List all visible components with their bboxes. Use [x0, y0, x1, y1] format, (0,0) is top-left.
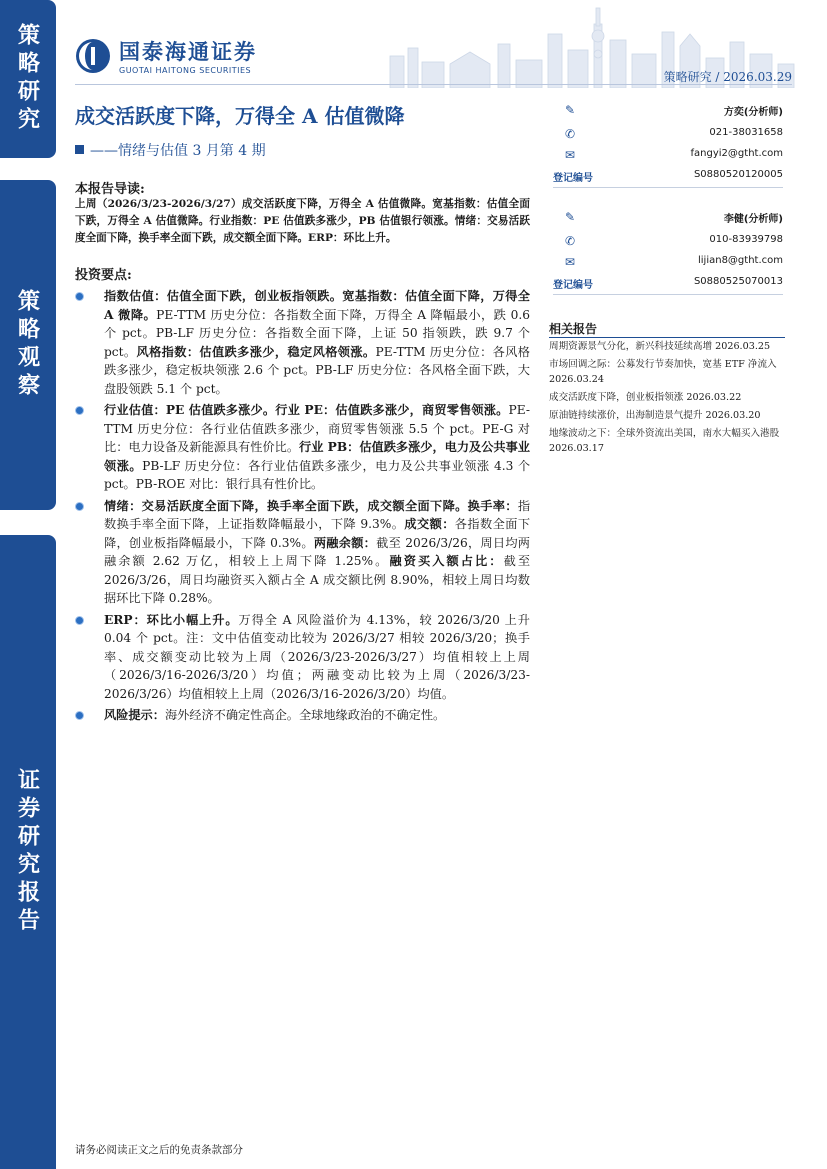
registration-number: S0880520120005 [693, 169, 783, 180]
related-reports-list [549, 340, 785, 460]
guide-heading: 本报告导读: [75, 182, 145, 197]
invest-bullet [72, 287, 530, 398]
mail-icon: ✉ [565, 255, 576, 269]
phone-icon: ✆ [565, 234, 576, 248]
bullet-dot-icon [75, 711, 84, 720]
disclaimer-footer: 请务必阅读正文之后的免责条款部分 [75, 1144, 243, 1156]
analyst-name: 李健(分析师) [723, 214, 783, 225]
pen-icon: ✎ [565, 210, 576, 224]
analyst-divider [553, 294, 783, 295]
related-reports-divider [549, 337, 785, 338]
registration-label: 登记编号 [553, 173, 593, 184]
side-tab-securities-report [0, 535, 56, 1169]
page-title: 成交活跃度下降，万得全 A 估值微降 [75, 104, 405, 128]
bullet-text: PE-TTM 历史分位：各行业估值跌多涨少，商贸零售领涨 5.5 个 pct。PE-G 对比：电力设备及新能源具有性价比。 [104, 403, 530, 454]
page-subtitle [75, 140, 266, 160]
analyst-email: lijian8@gtht.com [697, 255, 783, 266]
related-reports-heading: 相关报告 [549, 322, 598, 336]
bullet-dot-icon [75, 616, 84, 625]
bullet-text: 指数换手率全面下降，上证指数降幅最小，下降 9.3%。 [104, 498, 530, 531]
related-report-link[interactable]: 成交活跃度下降，创业板指领涨 2026.03.22 [549, 391, 742, 403]
related-report-link[interactable]: 市场回调之际：公募发行节奏加快，宽基 ETF 净流入 2026.03.24 [549, 359, 777, 385]
bullet-bold-text: 情绪：交易活跃度全面下降，换手率全面下跌，成交额全面下降。换手率： [104, 498, 518, 513]
bullet-text: PB-LF 历史分位：各行业估值跌多涨少，电力及公共事业领涨 4.3 个 pct。PB-ROE 对比：银行具有性价比。 [104, 458, 531, 491]
bullet-text: 截至 2026/3/26，周日均融资买入额占全 A 成交额比例 8.90%，相较上周日均数据环比下降 0.28%。 [104, 554, 531, 605]
side-tab-label: 策略观察 [14, 289, 41, 401]
bullet-bold-text: ERP：环比小幅上升。 [104, 612, 239, 627]
logo-en-text: GUOTAI HAITONG SECURITIES [119, 66, 252, 75]
analyst-name: 方奕(分析师) [723, 107, 783, 118]
invest-heading: 投资要点: [75, 268, 132, 283]
bullet-dot-icon [75, 502, 84, 511]
square-bullet-icon [75, 145, 84, 154]
bullet-text: PE-TTM 历史分位：各风格跌多涨少，稳定板块领涨 2.6 个 pct。PB-LF 历史分位：各风格全面下跌，大盘股领跌 5.1 个 pct。 [104, 344, 530, 396]
invest-bullet [72, 497, 530, 608]
guide-paragraph: 上周（2026/3/23-2026/3/27）成交活跃度下降，万得全 A 估值微降。宽基指数：估值全面下跌，万得全 A 估值微降。行业指数：PE 估值跌多涨少，PB 估值银行领涨。情绪：交易活跃度全面下降，换手率全面下跌，成交额全面下降。ERP：环比上升。 [75, 198, 530, 244]
bullet-text: 各指数全面下降，创业板指降幅最小，下降 0.3%。 [104, 517, 531, 550]
mail-icon: ✉ [565, 148, 576, 162]
subtitle-text: ——情绪与估值 3 月第 4 期 [90, 143, 266, 159]
analyst-divider [553, 187, 783, 188]
side-tab-strategy-research [0, 0, 56, 158]
bullet-dot-icon [75, 406, 84, 415]
bullet-text: 海外经济不确定性高企。全球地缘政治的不确定性。 [164, 708, 446, 722]
report-type-date: 策略研究 / 2026.03.29 [663, 70, 792, 84]
bullet-bold-text: 风格指数：估值跌多涨少，稳定风格领涨。 [136, 344, 376, 359]
related-report-link[interactable]: 周期资源景气分化，新兴科技延续高增 2026.03.25 [549, 341, 771, 352]
related-report-link[interactable]: 原油链持续涨价，出海制造景气提升 2026.03.20 [549, 410, 761, 422]
bullet-bold-text: 融资买入额占比： [389, 554, 504, 568]
bullet-bold-text: 指数估值：估值全面下跌，创业板指领跌。宽基指数：估值全面下降，万得全 A 微降。 [104, 289, 530, 322]
bullet-dot-icon [75, 292, 84, 301]
logo-mark-icon [75, 38, 111, 74]
registration-number: S0880525070013 [693, 276, 783, 287]
bullet-text: PE-TTM 历史分位：各指数全面下降，万得全 A 降幅最小，跌 0.6 个 pct。PB-LF 历史分位：各指数全面下降，上证 50 指领跌，跌 9.7 个 pct。 [104, 307, 530, 359]
company-logo [75, 36, 257, 75]
bullet-bold-text: 两融余额： [313, 535, 377, 550]
invest-bullet [72, 611, 530, 704]
analyst-phone: 021-38031658 [709, 127, 783, 138]
invest-bullet [72, 401, 530, 494]
bullet-text: 截至 2026/3/26，周日均两融余额 2.62 万亿，相较上上周下降 1.25%。 [104, 535, 530, 568]
invest-bullet [72, 706, 530, 725]
side-tab-strategy-observation [0, 180, 56, 510]
bullet-text: 万得全 A 风险溢价为 4.13%，较 2026/3/20 上升 0.04 个 pct。注：文中估值变动比较为 2026/3/27 相较 2026/3/20；换手率、成交额变动比较为上周（2026/3/23-2026/3/27）均值相较上上周（2026/3/16-2026/3/20）均值；两融变动比较为上周（2026/3/23-2026/3/26）均值相较上上周（2026/3/16-2026/3/20）均值。 [104, 612, 530, 701]
analyst-email: fangyi2@gtht.com [690, 148, 783, 159]
invest-bullet-list [72, 287, 530, 728]
bullet-bold-text: 行业估值：PE 估值跌多涨少。行业 PE：估值跌多涨少，商贸零售领涨。 [104, 403, 509, 417]
analyst-phone: 010-83939798 [709, 234, 783, 245]
bullet-bold-text: 风险提示： [104, 708, 165, 722]
related-report-link[interactable]: 地缘波动之下：全球外资流出美国，南水大幅买入港股 2026.03.17 [549, 428, 780, 454]
logo-cn-text: 国泰海通证券 [119, 40, 257, 64]
bullet-bold-text: 行业 PB：估值跌多涨少，电力及公共事业领涨。 [104, 440, 530, 473]
side-tab-label: 策略研究 [14, 23, 41, 135]
bullet-bold-text: 成交额： [404, 517, 455, 531]
registration-label: 登记编号 [553, 280, 593, 291]
pen-icon: ✎ [565, 103, 576, 117]
phone-icon: ✆ [565, 127, 576, 141]
side-tab-label: 证券研究报告 [14, 768, 41, 936]
